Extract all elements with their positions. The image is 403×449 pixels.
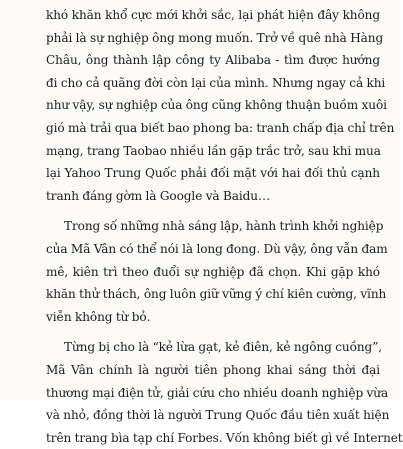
text-line: Mã Vân chính là người tiên phong khai sáng thời đại: [46, 362, 380, 377]
paragraph-3: [46, 336, 403, 449]
text-line: khó khăn khổ cực mới khởi sắc, lại phát hiện đây không: [46, 8, 380, 22]
paragraph-1: [46, 4, 395, 207]
text-line: như vậy, sự nghiệp của ông cũng không thuận buồm xuôi: [46, 98, 387, 113]
text-line: Từng bị cho là “kẻ lừa gạt, kẻ điên, kẻ ngông cuồng”,: [64, 340, 383, 355]
text-line: viễn không từ bỏ.: [46, 309, 151, 324]
paragraph-spacer: [46, 207, 380, 215]
text-line: tranh đáng gờm là Google và Baidu…: [46, 188, 270, 203]
paragraph-spacer: [46, 328, 380, 336]
text-line: và nhỏ, đồng thời là người Trung Quốc đầu tiên xuất hiện: [46, 408, 390, 423]
paragraph-2: [46, 215, 388, 328]
text-line: Trong số những nhà sáng lập, hành trình khởi nghiệp: [64, 219, 384, 234]
text-line: thương mại điện tử, giải cứu cho nhiều doanh nghiệp vừa: [46, 385, 389, 400]
text-line: của Mã Vân có thể nói là long đong. Dù vậy, ông vẫn đam: [46, 241, 388, 256]
text-line: trên trang bìa tạp chí Forbes. Vốn không biết gì về Internet: [46, 430, 403, 445]
text-line: mạng, trang Taobao nhiều lần gặp trắc trở, sau khi mua: [46, 143, 381, 158]
body-text: [46, 4, 403, 449]
text-line: gió mà trải qua biết bao phong ba: tranh chấp địa chỉ trên: [46, 120, 395, 135]
text-line: phải là sự nghiệp ông mong muốn. Trở về quê nhà Hàng: [46, 30, 384, 45]
text-line: khăn thử thách, ông luôn giữ vững ý chí kiên cường, vĩnh: [46, 287, 387, 302]
text-line: Châu, ông thành lập công ty Alibaba - tìm được hướng: [46, 53, 380, 68]
text-line: lại Yahoo Trung Quốc phải đối mặt với hai đối thủ cạnh: [46, 166, 380, 181]
text-line: mê, kiên trì theo đuổi sự nghiệp đã chọn. Khi gặp khó: [46, 264, 380, 279]
text-line: đi cho cả quãng đời còn lại của mình. Nhưng ngay cả khi: [46, 75, 386, 90]
